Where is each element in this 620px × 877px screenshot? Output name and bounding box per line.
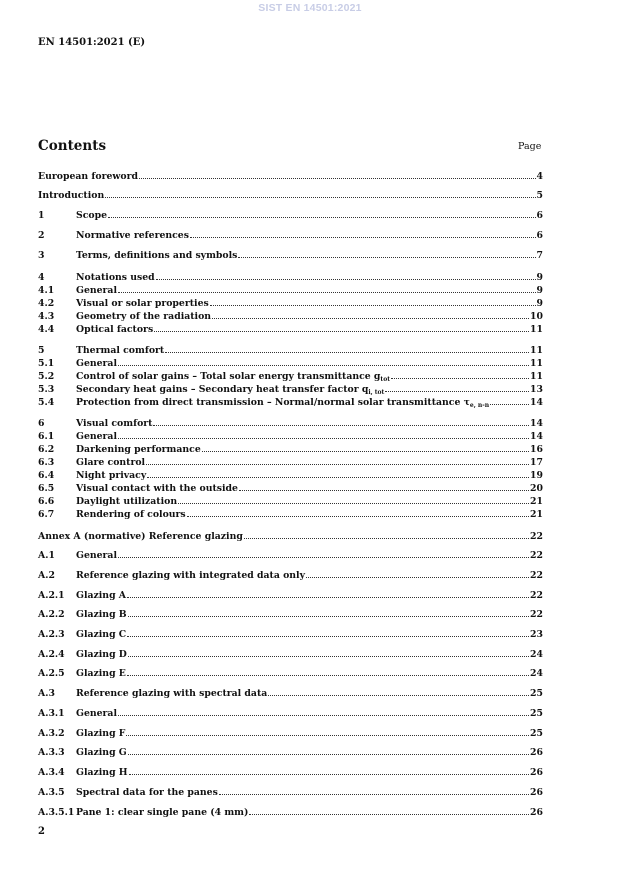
toc-entry-page: 24 [530, 668, 543, 679]
toc-entry-page: 23 [530, 629, 543, 640]
toc-entry-number: A.2 [38, 570, 55, 581]
toc-entry-number: 5.3 [38, 384, 55, 395]
toc-entry[interactable] [38, 667, 543, 679]
toc-dot-leader [127, 628, 529, 637]
document-id: EN 14501:2021 (E) [38, 37, 146, 48]
toc-entry-title: General [76, 285, 117, 296]
toc-dot-leader [129, 766, 529, 775]
toc-entry-number: A.2.4 [38, 649, 65, 660]
toc-entry-number: A.3 [38, 688, 55, 699]
toc-entry[interactable] [38, 727, 543, 739]
toc-entry[interactable] [38, 549, 543, 561]
toc-entry-page: 21 [530, 509, 543, 520]
toc-entry[interactable] [38, 344, 543, 356]
toc-entry-number: 4 [38, 272, 45, 283]
toc-entry-page: 26 [530, 807, 543, 818]
toc-entry[interactable] [38, 271, 543, 283]
toc-entry[interactable] [38, 170, 543, 182]
toc-dot-leader [146, 456, 529, 465]
toc-entry-title: General [76, 431, 117, 442]
toc-entry-page: 25 [530, 728, 543, 739]
toc-entry-page: 26 [530, 747, 543, 758]
toc-entry-page: 14 [530, 431, 543, 442]
toc-entry-subscript: tot [380, 376, 390, 383]
toc-dot-leader [126, 727, 529, 736]
toc-entry-number: A.3.1 [38, 708, 65, 719]
toc-entry-number: 6 [38, 418, 45, 429]
toc-entry-number: 2 [38, 230, 45, 241]
toc-dot-leader [156, 271, 536, 280]
toc-dot-leader [118, 357, 529, 366]
toc-entry-page: 25 [530, 708, 543, 719]
toc-entry-number: A.2.1 [38, 590, 65, 601]
toc-dot-leader [128, 608, 529, 617]
toc-dot-leader [249, 806, 529, 815]
toc-entry-title: Glazing G [76, 747, 127, 758]
toc-entry-title: Glazing E [76, 668, 126, 679]
toc-entry-page: 10 [530, 311, 543, 322]
toc-entry[interactable] [38, 284, 543, 296]
toc-entry-page: 22 [530, 550, 543, 561]
toc-entry-number: 4.1 [38, 285, 55, 296]
toc-dot-leader [154, 323, 529, 332]
toc-entry-title: Glazing C [76, 629, 127, 640]
toc-entry-page: 11 [530, 345, 543, 356]
toc-entry-number: A.3.5.1 [38, 807, 75, 818]
toc-dot-leader [239, 482, 529, 491]
toc-entry-title: Notations used [76, 272, 155, 283]
toc-dot-leader [385, 383, 529, 392]
toc-entry[interactable] [38, 357, 543, 369]
toc-entry-number: A.3.2 [38, 728, 65, 739]
toc-dot-leader [210, 297, 536, 306]
toc-entry-title: Scope [76, 210, 107, 221]
toc-entry-title: Secondary heat gains – Secondary heat transfer factor $q_{i, tot}$ [76, 384, 385, 396]
page-number: 2 [38, 826, 45, 837]
toc-entry-title: Geometry of the radiation [76, 311, 212, 322]
toc-entry-title: European foreword [38, 171, 138, 182]
toc-entry-number: 1 [38, 210, 45, 221]
toc-entry-number: 6.6 [38, 496, 55, 507]
toc-entry-number: 5.4 [38, 397, 55, 408]
toc-entry[interactable] [38, 310, 543, 322]
toc-entry[interactable] [38, 323, 543, 335]
toc-entry[interactable] [38, 456, 543, 468]
toc-dot-leader [165, 344, 529, 353]
toc-entry-subscript: i, tot [368, 389, 385, 396]
toc-entry[interactable] [38, 249, 543, 261]
toc-dot-leader [118, 707, 529, 716]
toc-dot-leader [219, 786, 529, 795]
toc-entry-number: 5.1 [38, 358, 55, 369]
toc-entry-page: 21 [530, 496, 543, 507]
toc-entry[interactable] [38, 396, 543, 408]
toc-entry[interactable] [38, 530, 543, 542]
toc-entry-page: 13 [530, 384, 543, 395]
toc-entry-title: Darkening performance [76, 444, 201, 455]
toc-entry-number: A.3.3 [38, 747, 65, 758]
toc-entry-page: 11 [530, 324, 543, 335]
toc-entry[interactable] [38, 766, 543, 778]
toc-entry-title: Daylight utilization [76, 496, 178, 507]
toc-entry-title: General [76, 708, 117, 719]
toc-entry-page: 14 [530, 397, 543, 408]
contents-title: Contents [38, 138, 107, 154]
toc-dot-leader [178, 495, 529, 504]
toc-entry[interactable] [38, 495, 543, 507]
toc-dot-leader [127, 589, 529, 598]
toc-entry-number: A.2.3 [38, 629, 65, 640]
toc-entry-number: 5 [38, 345, 45, 356]
toc-entry-number: A.3.4 [38, 767, 65, 778]
toc-entry-page: 26 [530, 787, 543, 798]
toc-entry-number: 6.1 [38, 431, 55, 442]
toc-entry-number: A.2.5 [38, 668, 65, 679]
toc-dot-leader [190, 229, 536, 238]
toc-dot-leader [118, 284, 536, 293]
toc-dot-leader [202, 443, 529, 452]
toc-entry-page: 7 [536, 250, 543, 261]
toc-dot-leader [306, 569, 529, 578]
toc-entry-page: 22 [530, 590, 543, 601]
toc-entry-page: 9 [536, 298, 543, 309]
toc-entry[interactable] [38, 589, 543, 601]
toc-entry-title: Visual comfort [76, 418, 153, 429]
toc-entry[interactable] [38, 707, 543, 719]
toc-entry[interactable] [38, 469, 543, 481]
toc-entry-title: General [76, 550, 117, 561]
toc-entry-title: Spectral data for the panes [76, 787, 218, 798]
toc-entry-page: 4 [536, 171, 543, 182]
toc-entry-page: 9 [536, 285, 543, 296]
toc-entry[interactable] [38, 648, 543, 660]
toc-entry[interactable] [38, 297, 543, 309]
toc-entry-title: Reference glazing with integrated data only [76, 570, 305, 581]
toc-entry-number: A.3.5 [38, 787, 65, 798]
toc-entry-number: 3 [38, 250, 45, 261]
toc-entry[interactable] [38, 746, 543, 758]
toc-entry-title: Glazing D [76, 649, 127, 660]
page-column-label: Page [518, 141, 542, 152]
toc-entry-number: 6.3 [38, 457, 55, 468]
toc-entry[interactable] [38, 430, 543, 442]
toc-dot-leader [244, 530, 529, 539]
toc-dot-leader [153, 417, 529, 426]
toc-entry-title: Pane 1: clear single pane (4 mm) [76, 807, 249, 818]
toc-entry-page: 22 [530, 570, 543, 581]
toc-dot-leader [108, 209, 536, 218]
toc-entry-number: 5.2 [38, 371, 55, 382]
toc-entry-title: Normative references [76, 230, 189, 241]
toc-entry-page: 11 [530, 358, 543, 369]
watermark: SIST EN 14501:2021 [258, 2, 362, 14]
toc-entry-title: Glazing H [76, 767, 128, 778]
toc-dot-leader [238, 249, 535, 258]
toc-entry-page: 11 [530, 371, 543, 382]
toc-entry[interactable] [38, 687, 543, 699]
toc-entry-number: 6.2 [38, 444, 55, 455]
toc-entry-number: A.2.2 [38, 609, 65, 620]
toc-entry-title: General [76, 358, 117, 369]
toc-entry-title: Annex A (normative) Reference glazing [38, 531, 243, 542]
toc-entry-title: Protection from direct transmission – Normal/normal solar transmittance $\tau_{e, n-n}$ [76, 397, 490, 409]
toc-entry-title: Glazing B [76, 609, 127, 620]
toc-entry-title: Glazing A [76, 590, 127, 601]
toc-dot-leader [187, 508, 529, 517]
toc-entry-subscript: e, n-n [469, 402, 490, 409]
toc-entry[interactable] [38, 189, 543, 201]
toc-entry[interactable] [38, 383, 543, 395]
toc-entry-number: 4.3 [38, 311, 55, 322]
toc-entry-title: Introduction [38, 190, 105, 201]
toc-entry-number: 4.4 [38, 324, 55, 335]
toc-entry-title: Control of solar gains – Total solar energy transmittance $g_{tot}$ [76, 371, 390, 383]
toc-dot-leader [490, 396, 529, 405]
toc-dot-leader [128, 648, 529, 657]
toc-entry[interactable] [38, 482, 543, 494]
toc-entry[interactable] [38, 443, 543, 455]
toc-entry-number: 4.2 [38, 298, 55, 309]
toc-entry-page: 16 [530, 444, 543, 455]
toc-dot-leader [128, 746, 529, 755]
toc-entry-number: 6.4 [38, 470, 55, 481]
toc-entry[interactable] [38, 806, 543, 818]
toc-entry-page: 5 [536, 190, 543, 201]
toc-dot-leader [391, 370, 529, 379]
toc-entry-number: A.1 [38, 550, 55, 561]
toc-dot-leader [139, 170, 536, 179]
toc-entry-page: 22 [530, 609, 543, 620]
toc-entry-title: Glazing F [76, 728, 126, 739]
toc-entry-title: Visual or solar properties [76, 298, 209, 309]
toc-entry[interactable] [38, 569, 543, 581]
toc-entry-number: 6.7 [38, 509, 55, 520]
toc-entry[interactable] [38, 229, 543, 241]
toc-entry[interactable] [38, 508, 543, 520]
toc-entry-number: 6.5 [38, 483, 55, 494]
toc-entry-page: 26 [530, 767, 543, 778]
toc-dot-leader [147, 469, 529, 478]
toc-dot-leader [212, 310, 529, 319]
toc-entry[interactable] [38, 628, 543, 640]
toc-entry-page: 6 [536, 210, 543, 221]
toc-entry-page: 9 [536, 272, 543, 283]
toc-entry-page: 19 [530, 470, 543, 481]
toc-entry-title: Visual contact with the outside [76, 483, 238, 494]
toc-entry[interactable] [38, 209, 543, 221]
toc-entry[interactable] [38, 786, 543, 798]
toc-entry[interactable] [38, 417, 543, 429]
toc-dot-leader [118, 549, 529, 558]
toc-entry-title: Night privacy [76, 470, 147, 481]
toc-entry-title: Optical factors [76, 324, 154, 335]
toc-entry-title: Glare control [76, 457, 146, 468]
toc-dot-leader [268, 687, 529, 696]
toc-entry-title: Reference glazing with spectral data [76, 688, 268, 699]
toc-entry[interactable] [38, 370, 543, 382]
toc-entry-page: 14 [530, 418, 543, 429]
toc-entry-title: Thermal comfort [76, 345, 165, 356]
toc-entry-page: 20 [530, 483, 543, 494]
toc-entry-page: 22 [530, 531, 543, 542]
toc-entry-title: Rendering of colours [76, 509, 186, 520]
toc-dot-leader [118, 430, 529, 439]
toc-entry-title: Terms, definitions and symbols [76, 250, 238, 261]
toc-entry-page: 17 [530, 457, 543, 468]
toc-dot-leader [105, 189, 535, 198]
toc-entry-page: 6 [536, 230, 543, 241]
toc-entry-page: 24 [530, 649, 543, 660]
toc-entry-page: 25 [530, 688, 543, 699]
toc-dot-leader [127, 667, 529, 676]
toc-entry[interactable] [38, 608, 543, 620]
